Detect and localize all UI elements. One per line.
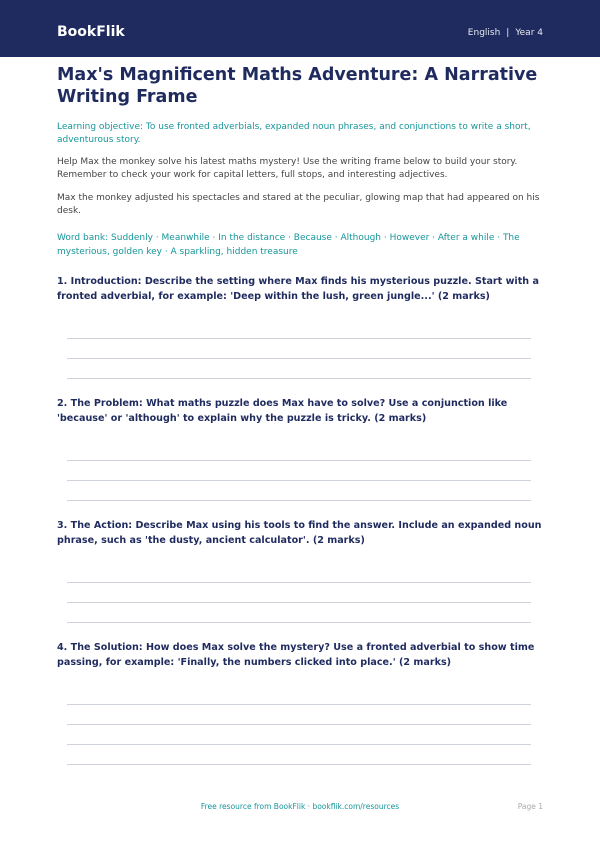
story-opening: Max the monkey adjusted his spectacles and stared at the peculiar, glowing map that had appeared on his desk. xyxy=(57,193,540,216)
year-label: Year 4 xyxy=(515,28,543,38)
learning-objective: Learning objective: To use fronted adverbials, expanded noun phrases, and conjunctions to write a short, adventurous story. xyxy=(57,122,531,145)
page-title: Max's Magnificent Maths Adventure: A Narrative Writing Frame xyxy=(57,65,538,107)
answer-line[interactable] xyxy=(67,500,531,501)
answer-line[interactable] xyxy=(67,622,531,623)
footer-credit[interactable]: Free resource from BookFlik · bookflik.com/resources xyxy=(200,802,400,811)
answer-line[interactable] xyxy=(67,480,531,481)
answer-line[interactable] xyxy=(67,724,531,725)
instructions: Help Max the monkey solve his latest maths mystery! Use the writing frame below to build your story. Remember to check your work for capital letters, full stops, and interesting adjectives. xyxy=(57,157,518,180)
question-3: 3. The Action: Describe Max using his tools to find the answer. Include an expanded noun phrase, such as 'the dusty, ancient calculator'. (2 marks) xyxy=(57,520,542,546)
answer-line[interactable] xyxy=(67,338,531,339)
question-1: 1. Introduction: Describe the setting where Max finds his mysterious puzzle. Start with a fronted adverbial, for example: 'Deep within the lush, green jungle...' (2 marks) xyxy=(57,276,539,302)
answer-line[interactable] xyxy=(67,460,531,461)
word-bank: Word bank: Suddenly · Meanwhile · In the distance · Because · Although · However · After a while · The mysterious, golden key · A sparkling, hidden treasure xyxy=(57,233,520,257)
answer-line[interactable] xyxy=(67,704,531,705)
answer-line[interactable] xyxy=(67,744,531,745)
answer-line[interactable] xyxy=(67,582,531,583)
brand-logo[interactable]: BookFlik xyxy=(57,24,125,40)
question-2: 2. The Problem: What maths puzzle does Max have to solve? Use a conjunction like 'because' or 'although' to explain why the puzzle is tricky. (2 marks) xyxy=(57,398,508,424)
answer-line[interactable] xyxy=(67,764,531,765)
subject-year xyxy=(468,26,543,40)
subject-label: English xyxy=(467,28,501,38)
header-bar xyxy=(0,0,600,57)
separator: | xyxy=(506,28,510,38)
answer-line[interactable] xyxy=(67,358,531,359)
answer-line[interactable] xyxy=(67,602,531,603)
page-number: Page 1 xyxy=(517,802,543,811)
answer-line[interactable] xyxy=(67,378,531,379)
question-4: 4. The Solution: How does Max solve the mystery? Use a fronted adverbial to show time passing, for example: 'Finally, the numbers clicked into place.' (2 marks) xyxy=(57,642,535,668)
